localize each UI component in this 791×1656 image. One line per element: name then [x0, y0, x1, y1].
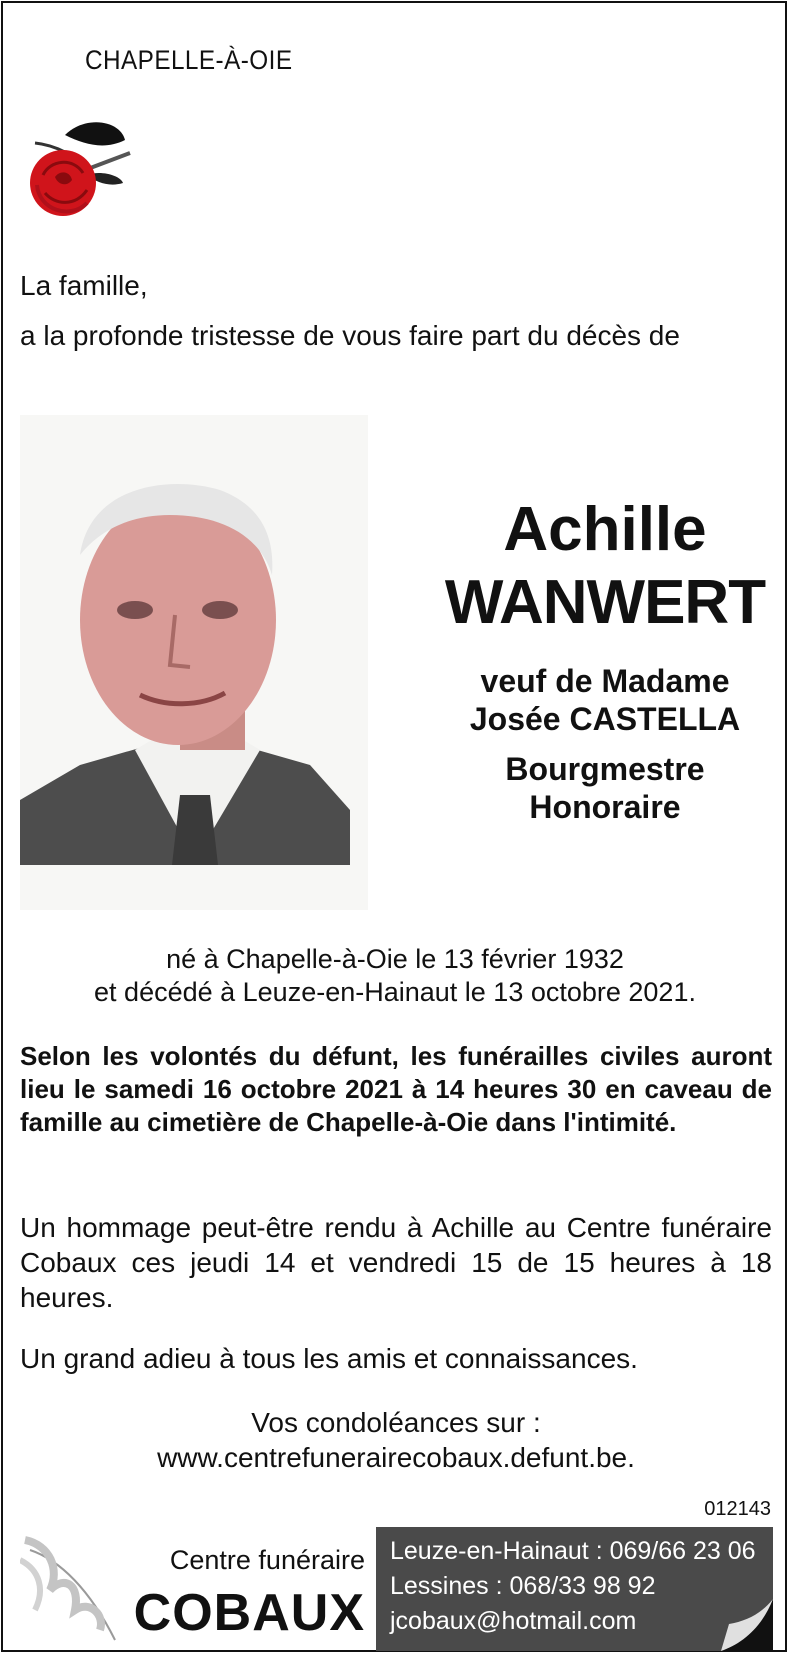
widow-line-1: veuf de Madame — [480, 663, 730, 699]
dates-block — [20, 943, 770, 1009]
condolences-url[interactable]: www.centrefunerairecobaux.defunt.be. — [157, 1442, 635, 1473]
title-line-1: Bourgmestre — [505, 751, 705, 787]
widow-line-2: Josée CASTELLA — [469, 701, 741, 737]
funeral-home-logo — [20, 1525, 370, 1650]
birth-line: né à Chapelle-à-Oie le 13 février 1932 — [166, 944, 624, 974]
contact-lessines: Lessines : 068/33 98 92 — [390, 1572, 656, 1600]
hommage-text: Un hommage peut-être rendu à Achille au Centre funéraire Cobaux ces jeudi 14 et vendredi 15 de 15 heures à 18 heures. — [20, 1212, 772, 1313]
intro-line-1: La famille, — [20, 270, 148, 301]
deceased-last-name: WANWERT — [444, 568, 766, 637]
feather-icon — [20, 1530, 120, 1645]
contact-box — [376, 1527, 773, 1651]
farewell-text: Un grand adieu à tous les amis et connaissances. — [20, 1343, 638, 1374]
condolences-block — [20, 1405, 772, 1475]
contact-email[interactable]: jcobaux@hotmail.com — [390, 1607, 637, 1635]
logo-name: COBAUX — [133, 1584, 365, 1642]
deceased-block — [420, 495, 790, 826]
reference-number: 012143 — [704, 1498, 771, 1520]
death-line: et décédé à Leuze-en-Hainaut le 13 octobre 2021. — [94, 977, 696, 1007]
page-curl-icon — [721, 1599, 773, 1651]
honorary-title — [420, 750, 790, 826]
logo-tagline: Centre funéraire — [169, 1545, 365, 1575]
deceased-first-name: Achille — [503, 495, 707, 564]
contact-leuze: Leuze-en-Hainaut : 069/66 23 06 — [390, 1537, 756, 1565]
rose-icon — [25, 115, 140, 235]
title-line-2: Honoraire — [529, 789, 681, 825]
condolences-label: Vos condoléances sur : — [251, 1407, 541, 1438]
town-heading: CHAPELLE-À-OIE — [85, 45, 293, 75]
portrait-photo — [20, 415, 368, 910]
funeral-details: Selon les volontés du défunt, les funérailles civiles auront lieu le samedi 16 octobre 2021 à 14 heures 30 en caveau de famille au cimetière de Chapelle-à-Oie dans l'intimité. — [20, 1041, 772, 1137]
widow-info — [420, 662, 790, 738]
intro-line-2: a la profonde tristesse de vous faire part du décès de — [20, 320, 680, 351]
